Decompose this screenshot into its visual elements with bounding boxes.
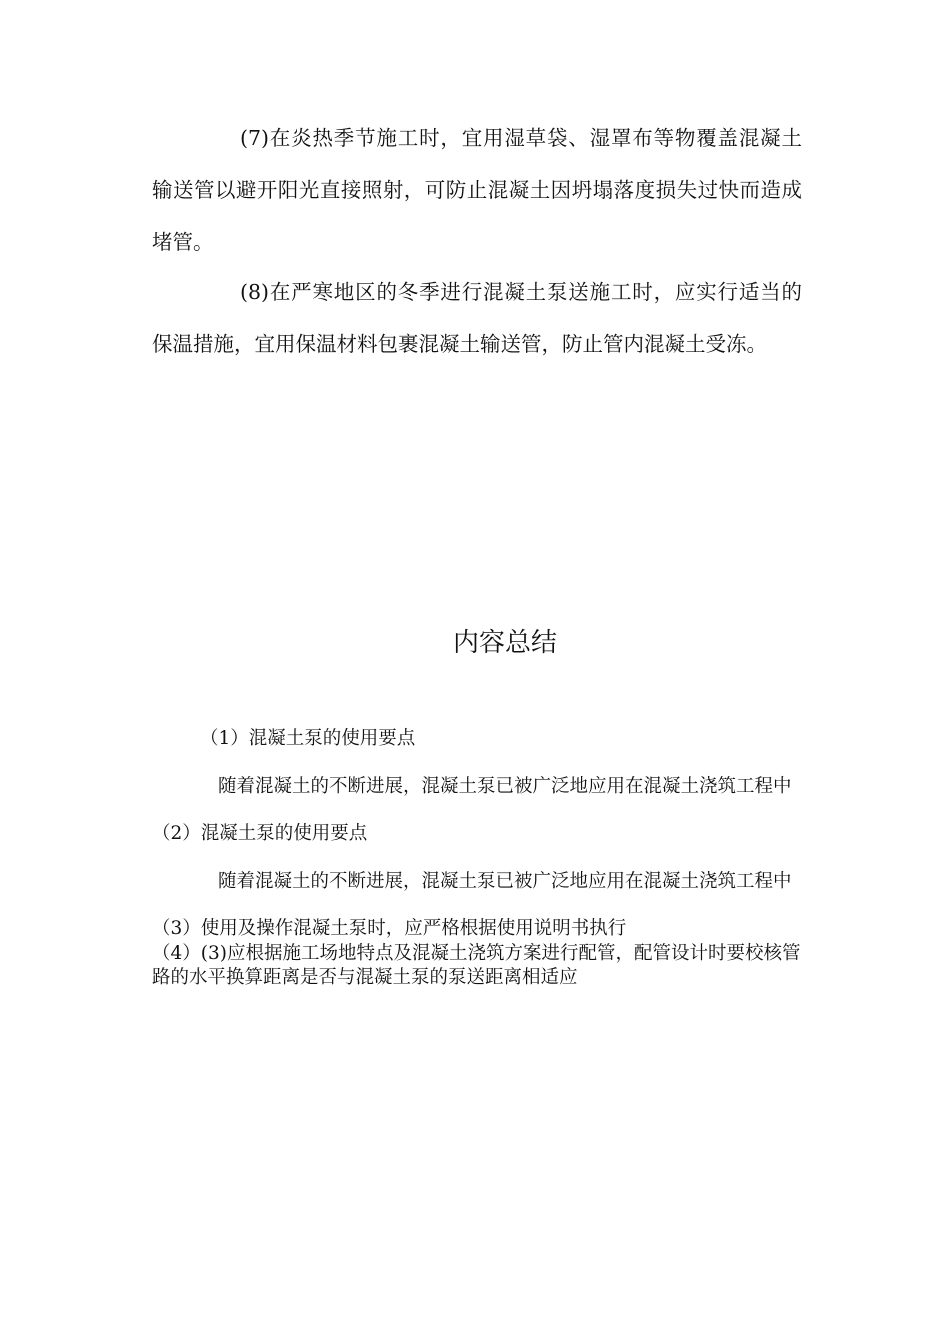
summary-item-2-heading: （2）混凝土泵的使用要点 xyxy=(152,823,368,844)
summary-title: 内容总结 xyxy=(452,628,557,658)
summary-item-1-heading: （1）混凝土泵的使用要点 xyxy=(200,728,416,749)
summary-item-3: （3）使用及操作混凝土泵时，应严格根据使用说明书执行 xyxy=(152,918,627,939)
body-paragraph-7: (7)在炎热季节施工时，宜用湿草袋、湿罩布等物覆盖混凝土输送管以避开阳光直接照射，可防止混凝土因坍塌落度损失过快而造成堵管。 xyxy=(152,126,802,254)
summary-item-2-text: 随着混凝土的不断进展，混凝土泵已被广泛地应用在混凝土浇筑工程中 xyxy=(218,871,792,892)
summary-item-4: （4）(3)应根据施工场地特点及混凝土浇筑方案进行配管，配管设计时要校核管路的水平换算距离是否与混凝土泵的泵送距离相适应 xyxy=(152,943,801,988)
body-paragraph-8: (8)在严寒地区的冬季进行混凝土泵送施工时，应实行适当的保温措施，宜用保温材料包裹混凝土输送管，防止管内混凝土受冻。 xyxy=(152,280,802,356)
summary-item-1-text: 随着混凝土的不断进展，混凝土泵已被广泛地应用在混凝土浇筑工程中 xyxy=(218,776,792,797)
